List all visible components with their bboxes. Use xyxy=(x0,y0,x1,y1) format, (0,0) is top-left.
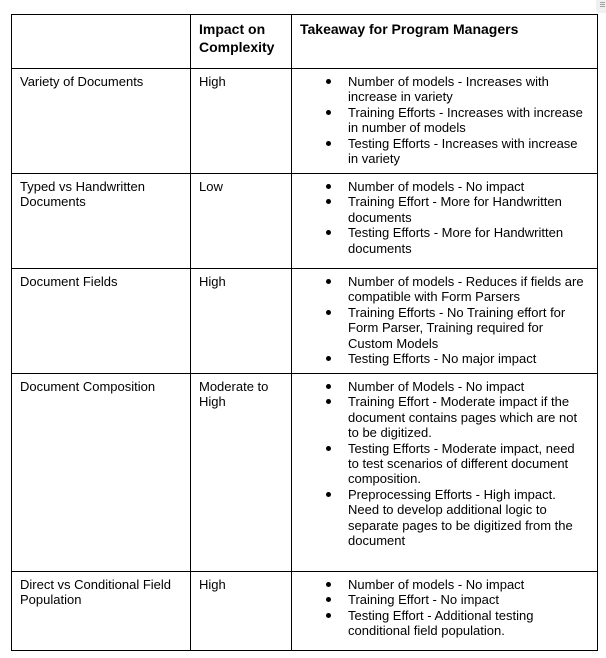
header-cell-takeaway: Takeaway for Program Managers xyxy=(292,15,598,69)
takeaway-item: Training Efforts - Increases with increase in number of models xyxy=(348,105,589,136)
table-row xyxy=(12,174,598,269)
impact-cell: High xyxy=(191,269,292,374)
takeaway-item: Testing Efforts - No major impact xyxy=(348,351,589,366)
takeaway-item: Testing Effort - Additional testing conditional field population. xyxy=(348,608,589,639)
takeaway-item: Preprocessing Efforts - High impact. Need to develop additional logic to separate pages to be digitized from the document xyxy=(348,487,589,549)
table-row xyxy=(12,374,598,572)
factor-cell: Direct vs Conditional Field Population xyxy=(12,572,191,651)
takeaway-list xyxy=(292,74,589,166)
takeaway-list xyxy=(292,179,589,256)
factor-cell: Document Fields xyxy=(12,269,191,374)
takeaway-item: Number of models - Reduces if fields are compatible with Form Parsers xyxy=(348,274,589,305)
impact-cell: Moderate to High xyxy=(191,374,292,572)
table-header-row xyxy=(12,15,598,69)
takeaway-item: Testing Efforts - Moderate impact, need to test scenarios of different document composition. xyxy=(348,441,589,487)
header-cell-factor xyxy=(12,15,191,69)
takeaway-cell xyxy=(292,69,598,174)
complexity-takeaway-table xyxy=(11,14,598,651)
impact-cell: High xyxy=(191,572,292,651)
takeaway-list xyxy=(292,577,589,639)
takeaway-list xyxy=(292,274,589,366)
takeaway-cell xyxy=(292,174,598,269)
takeaway-item: Training Effort - Moderate impact if the document contains pages which are not to be digitized. xyxy=(348,394,589,440)
table-row xyxy=(12,69,598,174)
takeaway-item: Number of models - No impact xyxy=(348,577,589,592)
takeaway-item: Training Efforts - No Training effort for Form Parser, Training required for Custom Models xyxy=(348,305,589,351)
table-row xyxy=(12,269,598,374)
takeaway-cell xyxy=(292,374,598,572)
factor-cell: Typed vs Handwritten Documents xyxy=(12,174,191,269)
takeaway-item: Number of models - No impact xyxy=(348,179,589,194)
impact-cell: Low xyxy=(191,174,292,269)
scrollbar-glyph-icon xyxy=(600,2,605,7)
takeaway-list xyxy=(292,379,589,548)
takeaway-cell xyxy=(292,269,598,374)
header-cell-impact: Impact on Complexity xyxy=(191,15,292,69)
factor-cell: Document Composition xyxy=(12,374,191,572)
table-row xyxy=(12,572,598,651)
takeaway-item: Testing Efforts - Increases with increase in variety xyxy=(348,136,589,167)
scrollbar-fragment[interactable] xyxy=(596,0,606,13)
takeaway-item: Number of models - Increases with increase in variety xyxy=(348,74,589,105)
takeaway-cell xyxy=(292,572,598,651)
takeaway-item: Testing Efforts - More for Handwritten documents xyxy=(348,225,589,256)
factor-cell: Variety of Documents xyxy=(12,69,191,174)
takeaway-item: Training Effort - More for Handwritten documents xyxy=(348,194,589,225)
impact-cell: High xyxy=(191,69,292,174)
takeaway-item: Training Effort - No impact xyxy=(348,592,589,607)
takeaway-item: Number of Models - No impact xyxy=(348,379,589,394)
